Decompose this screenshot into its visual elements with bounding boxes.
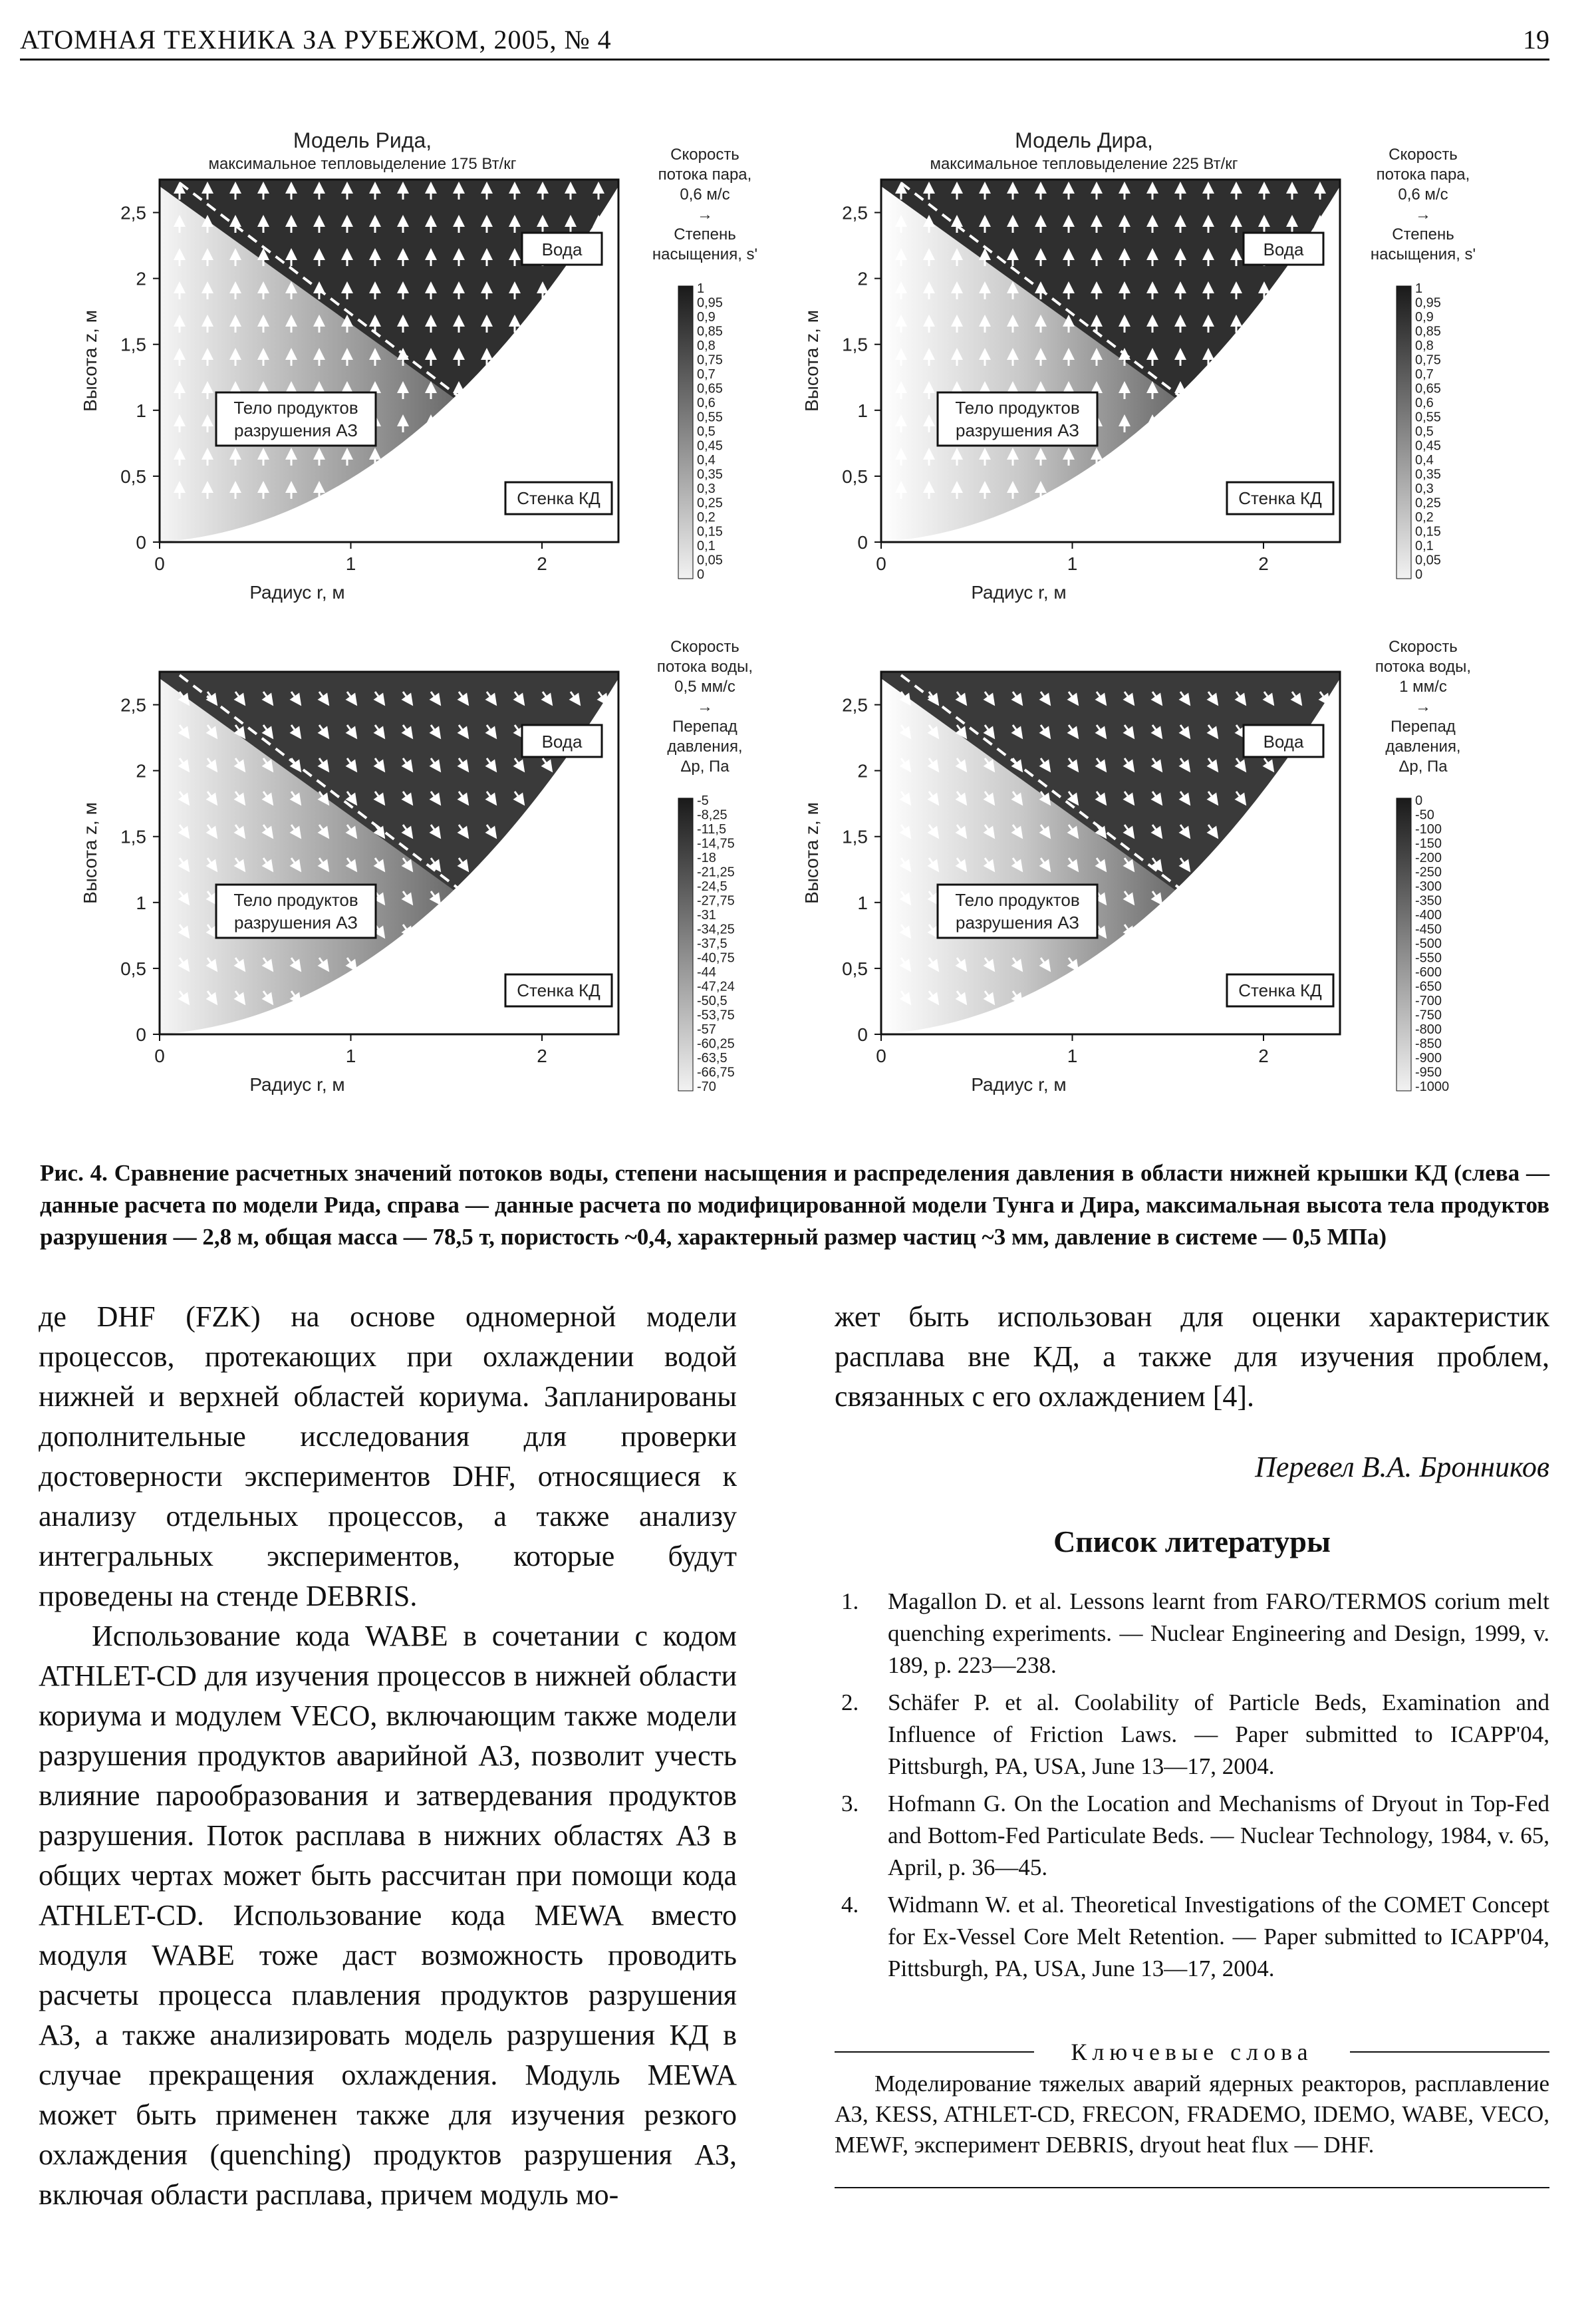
- legend-value: 0,85: [1415, 324, 1441, 339]
- legend-value: -350: [1415, 893, 1442, 909]
- x-axis-label: Радиус r, м: [249, 1074, 345, 1095]
- legend-value: 1: [697, 281, 705, 296]
- x-tick-label: 1: [1067, 553, 1078, 574]
- journal-title: АТОМНАЯ ТЕХНИКА ЗА РУБЕЖОМ, 2005, № 4: [20, 25, 612, 55]
- legend-value: 0: [697, 567, 705, 582]
- legend-value: -21,25: [697, 865, 735, 880]
- legend-value: -27,75: [697, 893, 735, 909]
- legend-value: 0,85: [697, 324, 723, 339]
- legend-value: -40,75: [697, 950, 735, 966]
- legend-value: 0,05: [697, 553, 723, 568]
- y-tick-label: 1,5: [120, 334, 146, 355]
- legend-value: 0,95: [1415, 295, 1441, 311]
- legend-value: 0,8: [1415, 339, 1434, 353]
- legend-value: -47,24: [697, 979, 735, 994]
- legend-title-line: →: [1415, 206, 1431, 223]
- legend-title-line: Скорость: [670, 638, 739, 656]
- legend-title-line: Скорость: [670, 146, 739, 164]
- figure-canvas: [0, 106, 1596, 1171]
- legend-value: 0,4: [1415, 453, 1434, 468]
- panel-subtitle: максимальное тепловыделение 175 Вт/кг: [208, 155, 517, 173]
- legend-value: 0,05: [1415, 553, 1441, 568]
- legend-value: -18: [697, 851, 716, 865]
- legend-title-line: давления,: [667, 738, 743, 756]
- left-column: [39, 1297, 737, 2215]
- reference-item: 4. Widmann W. et al. Theoretical Investigations of the COMET Concept for Ex-Vessel Core Melt Retention. — Paper submitted to ICAPP'04, Pittsburgh, PA, USA, June 13—17, 2004.: [841, 1892, 1549, 1981]
- x-tick-label: 0: [154, 1046, 165, 1066]
- x-tick-label: 0: [876, 1046, 886, 1066]
- legend-value: 0,55: [1415, 410, 1441, 425]
- y-tick-label: 1: [857, 892, 868, 913]
- legend-value: -14,75: [697, 836, 735, 851]
- paragraph: жет быть использован для оценки характеристик расплава вне КД, а также для изучения проблем, связанных с его охлаждением [4].: [835, 1300, 1549, 1413]
- right-column: [835, 1297, 1549, 2188]
- legend-value: 0,6: [1415, 396, 1434, 410]
- references-list: [835, 1586, 1549, 1985]
- legend-value: 0,1: [1415, 539, 1434, 553]
- legend-title-line: Перепад: [672, 718, 737, 736]
- y-axis-label: Высота z, м: [801, 310, 822, 412]
- y-tick-label: 0: [136, 1024, 146, 1045]
- legend-value: -50: [1415, 807, 1434, 823]
- legend-title-line: →: [697, 698, 713, 716]
- y-tick-label: 2: [857, 268, 868, 289]
- legend-value: 0,75: [697, 353, 723, 368]
- legend-value: 0,55: [697, 410, 723, 425]
- legend-value: -650: [1415, 979, 1442, 994]
- y-tick-label: 0: [857, 1024, 868, 1045]
- legend-value: 0,6: [697, 396, 716, 410]
- legend-value: 0,65: [1415, 381, 1441, 396]
- wall-label: Стенка КД: [517, 980, 600, 1000]
- reference-item: 1. Magallon D. et al. Lessons learnt from FARO/TERMOS corium melt quenching experiments. — Nuclear Engineering and Design, 1999, v. 189, p. 223—238.: [841, 1588, 1549, 1678]
- legend-value: 0,15: [1415, 524, 1441, 539]
- legend-value: -200: [1415, 851, 1442, 865]
- legend-value: 0,9: [1415, 310, 1434, 325]
- debris-label-line2: разрушения АЗ: [234, 913, 358, 933]
- y-tick-label: 2,5: [120, 694, 146, 716]
- legend-value: 0,65: [697, 381, 723, 396]
- x-tick-label: 0: [876, 553, 886, 574]
- y-tick-label: 2: [136, 268, 146, 289]
- legend-colorbar: [678, 286, 693, 579]
- legend-title-line: давления,: [1385, 738, 1461, 756]
- wall-label: Стенка КД: [1238, 980, 1322, 1000]
- legend-title-line: →: [1415, 698, 1431, 716]
- legend-title-line: Δp, Па: [1398, 758, 1448, 776]
- legend-title-line: →: [697, 206, 713, 223]
- legend-title-line: Скорость: [1389, 146, 1458, 164]
- legend-value: -500: [1415, 937, 1442, 951]
- legend-value: -400: [1415, 908, 1442, 923]
- paragraph: Использование кода WABE в сочетании с кодом ATHLET-CD для изучения процессов в нижней области кориума и модулем VECO, включающим также модели разрушения продуктов аварийной АЗ, позволит учесть влияние парообразования и затвердевания продуктов разрушения. Поток расплава в нижних областях АЗ в общих чертах может быть рассчитан при помощи кода ATHLET-CD. Использование кода MEWA вместо модуля WABE тоже даст возможность проводить расчеты процесса плавления продуктов разрушения АЗ, а также анализировать модель разрушения КД в случае прекращения охлаждения. Модуль MEWA может быть применен также для изучения резкого охлаждения (quenching) продуктов разрушения АЗ, включая области расплава, причем модуль мо-: [39, 1620, 737, 2211]
- legend-title-line: 0,6 м/с: [680, 186, 730, 204]
- x-axis-label: Радиус r, м: [249, 582, 345, 603]
- legend-value: 0,7: [1415, 367, 1434, 382]
- y-axis-label: Высота z, м: [801, 802, 822, 904]
- legend-value: -24,5: [697, 879, 728, 894]
- legend-value: 0,5: [1415, 424, 1434, 439]
- legend-value: -450: [1415, 922, 1442, 937]
- legend-title-line: насыщения, s': [1370, 245, 1476, 263]
- legend-value: -50,5: [697, 994, 728, 1008]
- debris-label-line2: разрушения АЗ: [956, 913, 1079, 933]
- debris-label-line1: Тело продуктов: [955, 398, 1080, 418]
- legend-value: -44: [697, 965, 716, 980]
- legend-value: 0,95: [697, 295, 723, 311]
- y-tick-label: 1: [857, 400, 868, 421]
- legend-value: -550: [1415, 950, 1442, 966]
- legend-value: 0,4: [697, 453, 716, 468]
- legend-value: 0,35: [1415, 467, 1441, 482]
- legend-title-line: Скорость: [1389, 638, 1458, 656]
- wall-label: Стенка КД: [517, 488, 600, 508]
- translator-credit: Перевел В.А. Бронников: [1255, 1451, 1549, 1483]
- debris-label-line2: разрушения АЗ: [234, 420, 358, 440]
- x-tick-label: 1: [345, 553, 356, 574]
- legend-value: 0,25: [1415, 496, 1441, 511]
- y-tick-label: 0: [136, 532, 146, 553]
- legend-value: -70: [697, 1080, 716, 1094]
- legend-colorbar: [1396, 798, 1411, 1091]
- legend-title-line: Степень: [674, 225, 736, 243]
- legend-colorbar: [1396, 286, 1411, 579]
- y-tick-label: 2: [136, 760, 146, 782]
- keywords-header: [835, 2038, 1549, 2065]
- paragraph: де DHF (FZK) на основе одномерной модели процессов, протекающих при охлаждении водой нижней и верхней областей кориума. Запланированы дополнительные исследования для проверки достоверности экспериментов DHF, относящиеся к анализу отдельных процессов, а также анализу интегральных экспериментов, которые будут проведены на стенде DEBRIS.: [39, 1300, 737, 1612]
- figure-panel-tr: [801, 128, 1476, 603]
- legend-title-line: 0,6 м/с: [1398, 186, 1448, 204]
- page-number: 19: [1523, 25, 1549, 55]
- figure-panel-br: [801, 638, 1471, 1095]
- legend-value: 0,15: [697, 524, 723, 539]
- legend-title-line: Δp, Па: [680, 758, 730, 776]
- legend-value: 0,1: [697, 539, 716, 553]
- x-tick-label: 2: [1258, 1046, 1269, 1066]
- legend-value: -57: [697, 1022, 716, 1037]
- page-header: [20, 19, 1549, 59]
- legend-value: -31: [697, 908, 716, 923]
- legend-value: -63,5: [697, 1051, 728, 1066]
- legend-value: -60,25: [697, 1036, 735, 1052]
- legend-value: 0: [1415, 794, 1423, 808]
- y-tick-label: 1: [136, 892, 146, 913]
- references-title: Список литературы: [1053, 1524, 1331, 1558]
- x-tick-label: 2: [1258, 553, 1269, 574]
- y-tick-label: 1,5: [842, 826, 868, 847]
- legend-value: 0,9: [697, 310, 716, 325]
- y-tick-label: 1,5: [120, 826, 146, 847]
- y-tick-label: 0: [857, 532, 868, 553]
- x-tick-label: 0: [154, 553, 165, 574]
- legend-value: 0,3: [1415, 482, 1434, 496]
- legend-value: -1000: [1415, 1080, 1450, 1094]
- legend-title-line: 1 мм/с: [1399, 678, 1447, 696]
- debris-label-line1: Тело продуктов: [955, 890, 1080, 910]
- x-axis-label: Радиус r, м: [971, 1074, 1067, 1095]
- legend-value: 0,35: [697, 467, 723, 482]
- water-label: Вода: [1263, 239, 1304, 259]
- legend-value: -300: [1415, 879, 1442, 894]
- legend-value: 0,8: [697, 339, 716, 353]
- figure-caption: Рис. 4. Сравнение расчетных значений потоков воды, степени насыщения и распределения давления в области нижней крышки КД (слева — данные расчета по модели Рида, справа — данные расчета по модифицированной модели Тунга и Дира, максимальная высота тела продуктов разрушения — 2,8 м, общая масса — 78,5 т, пористость ~0,4, характерный размер частиц ~3 мм, давление в системе — 0,5 МПа): [40, 1160, 1549, 1250]
- panel-subtitle: максимальное тепловыделение 225 Вт/кг: [930, 155, 1238, 173]
- water-label: Вода: [541, 239, 583, 259]
- y-tick-label: 2,5: [120, 202, 146, 223]
- legend-value: 0,3: [697, 482, 716, 496]
- water-label: Вода: [541, 732, 583, 752]
- wall-label: Стенка КД: [1238, 488, 1322, 508]
- legend-value: 0,5: [697, 424, 716, 439]
- legend-value: -5: [697, 794, 709, 808]
- x-tick-label: 2: [537, 553, 547, 574]
- debris-label-line1: Тело продуктов: [233, 890, 358, 910]
- legend-value: -700: [1415, 994, 1442, 1008]
- reference-item: 2. Schäfer P. et al. Coolability of Particle Beds, Examination and Influence of Friction Laws. — Paper submitted to ICAPP'04, Pittsburgh, PA, USA, June 13—17, 2004.: [841, 1689, 1549, 1779]
- legend-value: -750: [1415, 1008, 1442, 1023]
- x-axis-label: Радиус r, м: [971, 582, 1067, 603]
- legend-value: 0,7: [697, 367, 716, 382]
- figure-4: [0, 106, 1596, 1171]
- legend-title-line: потока пара,: [1376, 166, 1470, 184]
- legend-value: -8,25: [697, 807, 728, 823]
- keywords-rule: [835, 2187, 1549, 2188]
- y-tick-label: 2: [857, 760, 868, 782]
- x-tick-label: 1: [345, 1046, 356, 1066]
- figure-panel-tl: [80, 128, 757, 603]
- legend-value: -250: [1415, 865, 1442, 880]
- x-tick-label: 1: [1067, 1046, 1078, 1066]
- y-tick-label: 0,5: [120, 466, 146, 487]
- y-axis-label: Высота z, м: [80, 310, 100, 412]
- legend-value: 1: [1415, 281, 1423, 296]
- keywords-title: Ключевые слова: [1071, 2039, 1313, 2065]
- legend-value: -800: [1415, 1022, 1442, 1037]
- legend-title-line: потока пара,: [658, 166, 752, 184]
- y-tick-label: 2,5: [842, 694, 868, 716]
- water-label: Вода: [1263, 732, 1304, 752]
- legend-title-line: 0,5 мм/с: [674, 678, 735, 696]
- legend-value: 0,2: [1415, 510, 1434, 525]
- legend-value: -950: [1415, 1065, 1442, 1080]
- legend-title-line: потока воды,: [1375, 658, 1472, 676]
- legend-value: 0,2: [697, 510, 716, 525]
- panel-title: Модель Дира,: [1015, 128, 1153, 152]
- legend-value: -34,25: [697, 922, 735, 937]
- legend-value: 0,45: [697, 438, 723, 454]
- figure-panel-bl: [80, 638, 753, 1095]
- y-tick-label: 1,5: [842, 334, 868, 355]
- legend-value: -900: [1415, 1051, 1442, 1066]
- legend-title-line: Перепад: [1391, 718, 1456, 736]
- reference-item: 3. Hofmann G. On the Location and Mechanisms of Dryout in Top-Fed and Bottom-Fed Particulate Beds. — Nuclear Technology, 1984, v. 65, April, p. 36—45.: [841, 1791, 1549, 1880]
- legend-value: -53,75: [697, 1008, 735, 1023]
- legend-value: 0,25: [697, 496, 723, 511]
- x-tick-label: 2: [537, 1046, 547, 1066]
- debris-label-line1: Тело продуктов: [233, 398, 358, 418]
- legend-title-line: потока воды,: [656, 658, 753, 676]
- keywords-text: Моделирование тяжелых аварий ядерных реакторов, расплавление АЗ, KESS, ATHLET-CD, FRECON, FRADEMO, IDEMO, WABE, VECO, MEWF, эксперимент DEBRIS, dryout heat flux — DHF.: [835, 2071, 1549, 2158]
- legend-value: -37,5: [697, 937, 728, 951]
- debris-label-line2: разрушения АЗ: [956, 420, 1079, 440]
- legend-value: -850: [1415, 1036, 1442, 1052]
- y-tick-label: 0,5: [842, 958, 868, 979]
- header-rule: [20, 59, 1549, 61]
- legend-value: -11,5: [697, 822, 727, 837]
- y-tick-label: 0,5: [120, 958, 146, 979]
- legend-value: 0,45: [1415, 438, 1441, 454]
- legend-title-line: насыщения, s': [652, 245, 758, 263]
- legend-value: -600: [1415, 965, 1442, 980]
- y-tick-label: 2,5: [842, 202, 868, 223]
- legend-value: -100: [1415, 822, 1442, 837]
- legend-value: -66,75: [697, 1065, 735, 1080]
- y-tick-label: 0,5: [842, 466, 868, 487]
- legend-value: 0,75: [1415, 353, 1441, 368]
- legend-title-line: Степень: [1392, 225, 1454, 243]
- legend-colorbar: [678, 798, 693, 1091]
- y-tick-label: 1: [136, 400, 146, 421]
- y-axis-label: Высота z, м: [80, 802, 100, 904]
- legend-value: -150: [1415, 836, 1442, 851]
- panel-title: Модель Рида,: [293, 128, 432, 152]
- legend-value: 0: [1415, 567, 1423, 582]
